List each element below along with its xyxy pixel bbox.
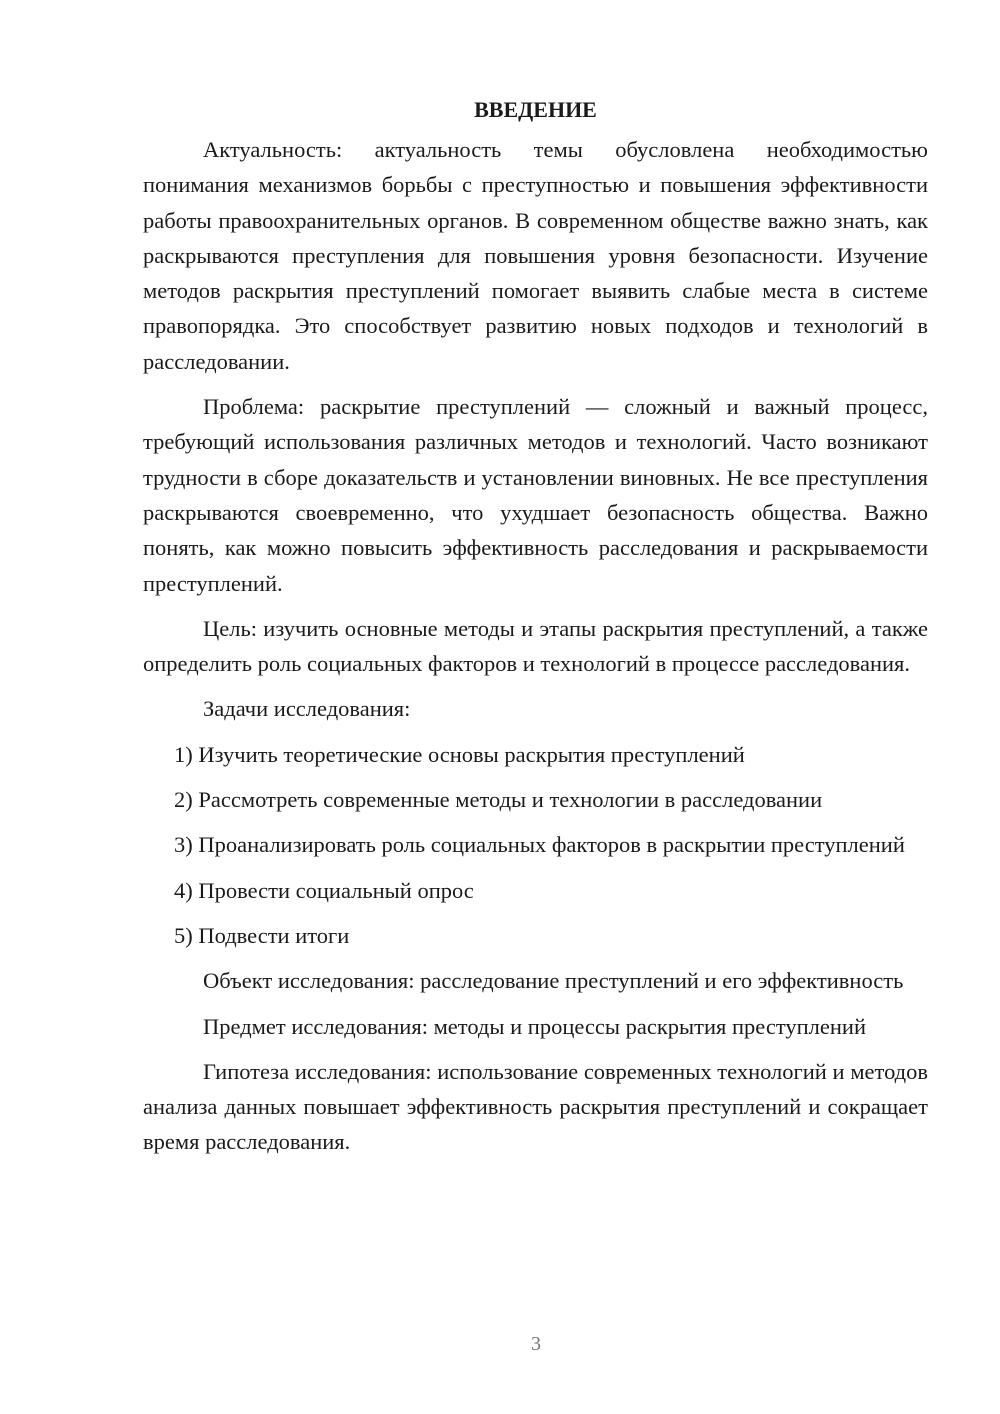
list-item: 3) Проанализировать роль социальных факторов в раскрытии преступлений [174, 832, 905, 858]
problem-paragraph: Проблема: раскрытие преступлений — сложный и важный процесс, требующий использования различных методов и технологий. Часто возникают трудности в сборе доказательств и установлении виновных. Не все преступления раскрываются своевременно, что ухудшает безопасность общества. Важно понять, как можно повысить эффективность расследования и раскрываемости преступлений. [143, 394, 928, 596]
tasks-list [143, 737, 928, 953]
object-paragraph: Объект исследования: расследование преступлений и его эффективность [203, 968, 904, 994]
list-item: 2) Рассмотреть современные методы и технологии в расследовании [174, 787, 823, 813]
page-number: 3 [531, 1333, 541, 1355]
list-item: 5) Подвести итоги [174, 922, 350, 948]
page-title: ВВЕДЕНИЕ [474, 97, 597, 122]
relevance-paragraph: Актуальность: актуальность темы обусловлена необходимостью понимания механизмов борьбы с преступностью и повышения эффективности работы правоохранительных органов. В современном обществе важно знать, как раскрываются преступления для повышения уровня безопасности. Изучение методов раскрытия преступлений помогает выявить слабые места в системе правопорядка. Это способствует развитию новых подходов и технологий в расследовании. [143, 137, 928, 374]
hypothesis-paragraph: Гипотеза исследования: использование современных технологий и методов анализа данных повышает эффективность раскрытия преступлений и сокращает время расследования. [143, 1058, 928, 1155]
page-content [143, 92, 928, 1170]
list-item: 1) Изучить теоретические основы раскрытия преступлений [174, 741, 745, 767]
goal-paragraph: Цель: изучить основные методы и этапы раскрытия преступлений, а также определить роль социальных факторов и технологий в процессе расследования. [143, 615, 928, 677]
tasks-heading: Задачи исследования: [203, 696, 411, 722]
list-item: 4) Провести социальный опрос [174, 877, 474, 903]
subject-paragraph: Предмет исследования: методы и процессы раскрытия преступлений [203, 1013, 866, 1039]
